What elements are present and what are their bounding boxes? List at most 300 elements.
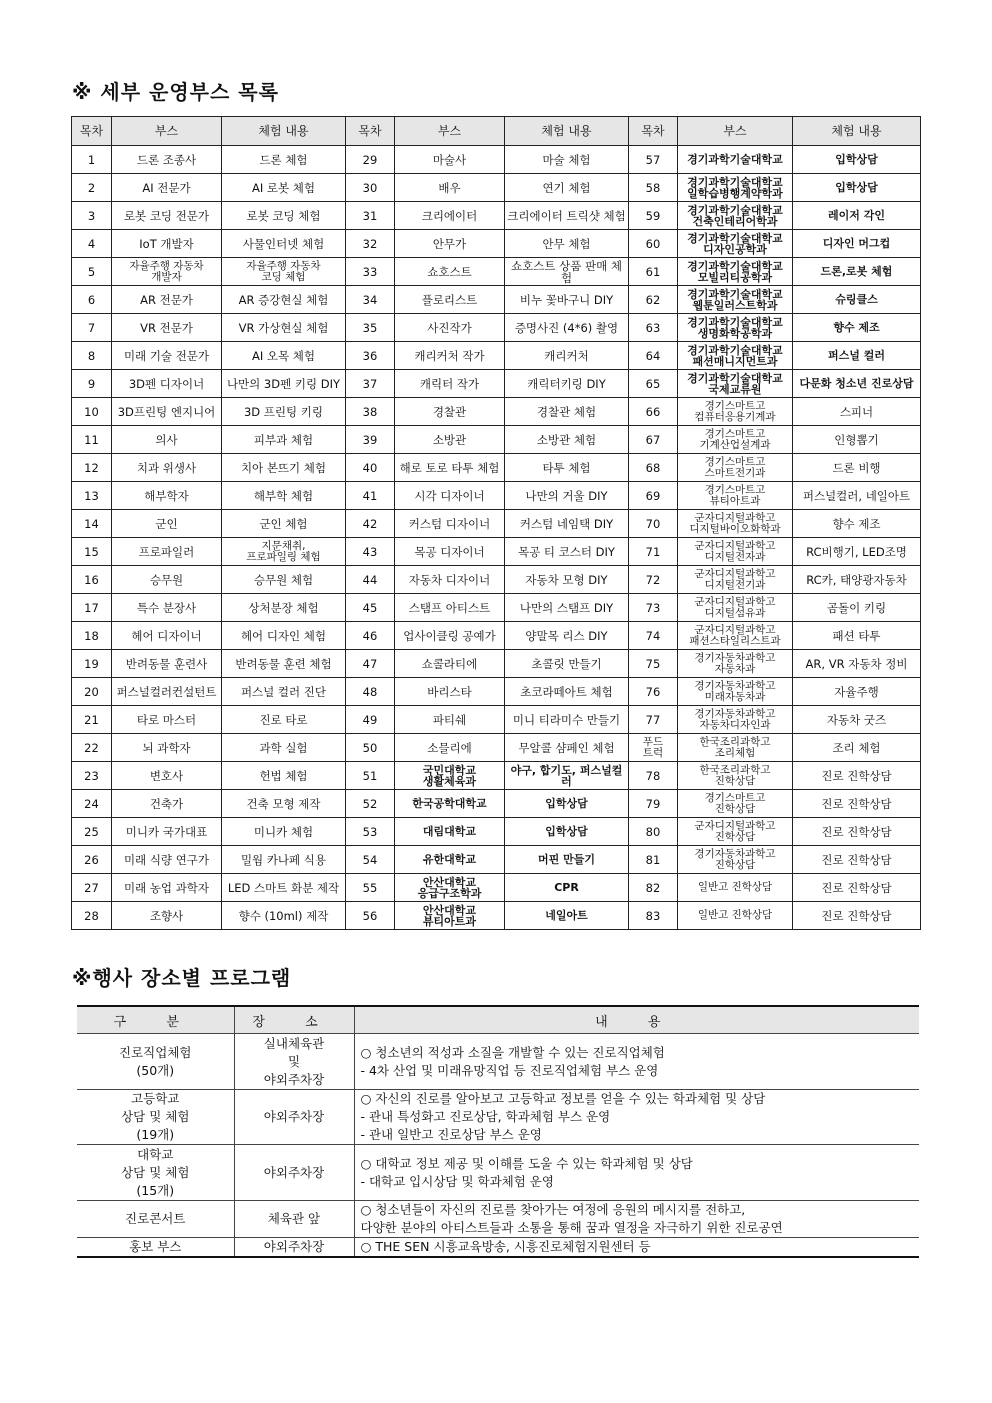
booth-cell: AI 로봇 체험	[222, 174, 346, 202]
booth-cell: 70	[629, 510, 678, 538]
booth-cell: 41	[346, 482, 395, 510]
booth-cell: 경기과학기술대학교 국제교류원	[678, 370, 793, 398]
booth-row	[72, 678, 921, 706]
booth-cell: 50	[346, 734, 395, 762]
booth-cell: 52	[346, 790, 395, 818]
booth-row	[72, 482, 921, 510]
booth-cell: 62	[629, 286, 678, 314]
booth-cell: 58	[629, 174, 678, 202]
booth-column-header: 부스	[678, 117, 793, 146]
booth-cell: 디자인 머그컵	[793, 230, 921, 258]
booth-cell: 머핀 만들기	[505, 846, 629, 874]
booth-cell: 군자디지털과학고 패션스타일리스트과	[678, 622, 793, 650]
booth-cell: 입학상담	[793, 174, 921, 202]
booth-cell: 목공 티 코스터 DIY	[505, 538, 629, 566]
booth-cell: 캐릭터 작가	[395, 370, 505, 398]
booth-cell: 군자디지털과학고 디지털섬유과	[678, 594, 793, 622]
booth-cell: 경기스마트고 기계산업설계과	[678, 426, 793, 454]
booth-cell: 로봇 코딩 체험	[222, 202, 346, 230]
booth-cell: 14	[72, 510, 112, 538]
booth-cell: 안무가	[395, 230, 505, 258]
booth-cell: 11	[72, 426, 112, 454]
booth-cell: 진로 진학상담	[793, 818, 921, 846]
booth-cell: 초코라떼아트 체험	[505, 678, 629, 706]
booth-cell: 39	[346, 426, 395, 454]
booth-row	[72, 650, 921, 678]
booth-row	[72, 258, 921, 286]
booth-cell: 크리에이터 트릭샷 체험	[505, 202, 629, 230]
booth-cell: 쇼콜라티에	[395, 650, 505, 678]
booth-cell: 5	[72, 258, 112, 286]
booth-column-header: 부스	[112, 117, 222, 146]
booth-cell: AR 증강현실 체험	[222, 286, 346, 314]
booth-cell: 미래 식량 연구가	[112, 846, 222, 874]
booth-cell: 3	[72, 202, 112, 230]
program-column-header: 내 용	[354, 1006, 919, 1034]
program-content: ○ 청소년들이 자신의 진로를 찾아가는 여정에 응원의 메시지를 전하고, 다양한 분야의 아티스트들과 소통을 통해 꿈과 열정을 자극하기 위한 진로공연	[354, 1201, 919, 1238]
program-row	[77, 1201, 919, 1238]
booth-cell: 34	[346, 286, 395, 314]
booth-cell: 경기과학기술대학교 웹툰일러스트학과	[678, 286, 793, 314]
booth-cell: 13	[72, 482, 112, 510]
booth-cell: RC카, 태양광자동차	[793, 566, 921, 594]
booth-row	[72, 426, 921, 454]
booth-row	[72, 454, 921, 482]
booth-cell: 비누 꽃바구니 DIY	[505, 286, 629, 314]
booth-cell: 플로리스트	[395, 286, 505, 314]
booth-cell: 83	[629, 902, 678, 930]
booth-cell: 소방관 체험	[505, 426, 629, 454]
booth-cell: 61	[629, 258, 678, 286]
booth-cell: 80	[629, 818, 678, 846]
program-row	[77, 1090, 919, 1145]
booth-row	[72, 342, 921, 370]
program-place: 야외주차장	[234, 1145, 354, 1201]
booth-cell: 진로 타로	[222, 706, 346, 734]
booth-cell: 증명사진 (4*6) 촬영	[505, 314, 629, 342]
booth-cell: 군자디지털과학고 진학상담	[678, 818, 793, 846]
booth-row	[72, 622, 921, 650]
booth-header-row	[72, 117, 921, 146]
booth-cell: 건축가	[112, 790, 222, 818]
booth-cell: 마술사	[395, 146, 505, 174]
program-row	[77, 1145, 919, 1201]
booth-cell: 9	[72, 370, 112, 398]
booth-cell: 퍼스널컬러, 네일아트	[793, 482, 921, 510]
booth-cell: 19	[72, 650, 112, 678]
booth-cell: 37	[346, 370, 395, 398]
booth-cell: 스피너	[793, 398, 921, 426]
booth-cell: 40	[346, 454, 395, 482]
program-category: 고등학교 상담 및 체험 (19개)	[77, 1090, 234, 1145]
booth-cell: 15	[72, 538, 112, 566]
booth-cell: 크리에이터	[395, 202, 505, 230]
booth-cell: 36	[346, 342, 395, 370]
booth-cell: 경기과학기술대학교	[678, 146, 793, 174]
booth-row	[72, 174, 921, 202]
booth-cell: AR 전문가	[112, 286, 222, 314]
booth-cell: AI 전문가	[112, 174, 222, 202]
booth-cell: 해부학자	[112, 482, 222, 510]
booth-cell: 3D 프린팅 키링	[222, 398, 346, 426]
booth-cell: 57	[629, 146, 678, 174]
booth-cell: 자동차 굿즈	[793, 706, 921, 734]
booth-cell: 상처분장 체험	[222, 594, 346, 622]
booth-cell: 사물인터넷 체험	[222, 230, 346, 258]
booth-cell: 진로 진학상담	[793, 874, 921, 902]
booth-cell: 안산대학교 응급구조학과	[395, 874, 505, 902]
program-content: ○ 대학교 정보 제공 및 이해를 도울 수 있는 학과체험 및 상담 - 대학교 입시상담 및 학과체험 운영	[354, 1145, 919, 1201]
booth-cell: 향수 (10ml) 제작	[222, 902, 346, 930]
booth-cell: 국민대학교 생활체육과	[395, 762, 505, 790]
booth-cell: 캐릭터키링 DIY	[505, 370, 629, 398]
booth-cell: 퍼스널 컬러	[793, 342, 921, 370]
booth-cell: 인형뽑기	[793, 426, 921, 454]
booth-cell: 업사이클링 공예가	[395, 622, 505, 650]
booth-cell: 네일아트	[505, 902, 629, 930]
booth-cell: 반려동물 훈련 체험	[222, 650, 346, 678]
booth-cell: 자율주행 자동차 개발자	[112, 258, 222, 286]
booth-cell: 한국조리과학고 진학상담	[678, 762, 793, 790]
booth-cell: 43	[346, 538, 395, 566]
booth-cell: 79	[629, 790, 678, 818]
booth-cell: 향수 제조	[793, 314, 921, 342]
booth-cell: 쇼호스트 상품 판매 체험	[505, 258, 629, 286]
booth-cell: VR 전문가	[112, 314, 222, 342]
booth-cell: 67	[629, 426, 678, 454]
booth-cell: 한국공학대학교	[395, 790, 505, 818]
booth-column-header: 목차	[72, 117, 112, 146]
booth-cell: 조향사	[112, 902, 222, 930]
booth-cell: 승무원	[112, 566, 222, 594]
booth-cell: 사진작가	[395, 314, 505, 342]
booth-cell: 배우	[395, 174, 505, 202]
booth-cell: 의사	[112, 426, 222, 454]
booth-cell: 경기스마트고 뷰티아트과	[678, 482, 793, 510]
booth-cell: 푸드 트럭	[629, 734, 678, 762]
booth-row	[72, 314, 921, 342]
booth-row	[72, 762, 921, 790]
booth-cell: 헤어 디자이너	[112, 622, 222, 650]
booth-row	[72, 202, 921, 230]
booth-cell: 드론,로봇 체험	[793, 258, 921, 286]
booth-cell: 군자디지털과학고 디지털바이오화학과	[678, 510, 793, 538]
booth-cell: 47	[346, 650, 395, 678]
booth-cell: 진로 진학상담	[793, 902, 921, 930]
booth-cell: 77	[629, 706, 678, 734]
booth-cell: 시각 디자이너	[395, 482, 505, 510]
booth-cell: 35	[346, 314, 395, 342]
booth-cell: 미니카 체험	[222, 818, 346, 846]
booth-cell: IoT 개발자	[112, 230, 222, 258]
booth-cell: 42	[346, 510, 395, 538]
booth-cell: 군자디지털과학고 디지털전자과	[678, 538, 793, 566]
booth-cell: 33	[346, 258, 395, 286]
booth-cell: 63	[629, 314, 678, 342]
booth-cell: AI 오목 체험	[222, 342, 346, 370]
booth-cell: 파티쉐	[395, 706, 505, 734]
booth-cell: 마술 체험	[505, 146, 629, 174]
booth-cell: 66	[629, 398, 678, 426]
booth-cell: VR 가상현실 체험	[222, 314, 346, 342]
booth-cell: 26	[72, 846, 112, 874]
program-row	[77, 1034, 919, 1090]
booth-cell: 초콜릿 만들기	[505, 650, 629, 678]
booth-cell: 헤어 디자인 체험	[222, 622, 346, 650]
booth-cell: 21	[72, 706, 112, 734]
booth-cell: 경기과학기술대학교 모빌리티공학과	[678, 258, 793, 286]
booth-cell: 자율주행 자동차 코딩 체험	[222, 258, 346, 286]
booth-row	[72, 734, 921, 762]
booth-cell: 22	[72, 734, 112, 762]
booth-cell: 24	[72, 790, 112, 818]
booth-cell: 68	[629, 454, 678, 482]
booth-cell: 다문화 청소년 진로상담	[793, 370, 921, 398]
booth-cell: 18	[72, 622, 112, 650]
booth-cell: 44	[346, 566, 395, 594]
booth-cell: 경찰관 체험	[505, 398, 629, 426]
booth-cell: 65	[629, 370, 678, 398]
booth-cell: 17	[72, 594, 112, 622]
booth-cell: 60	[629, 230, 678, 258]
booth-row	[72, 538, 921, 566]
booth-cell: 곰돌이 키링	[793, 594, 921, 622]
booth-cell: 78	[629, 762, 678, 790]
booth-cell: 76	[629, 678, 678, 706]
booth-cell: 59	[629, 202, 678, 230]
booth-cell: 건축 모형 제작	[222, 790, 346, 818]
booth-cell: 로봇 코딩 전문가	[112, 202, 222, 230]
booth-row	[72, 510, 921, 538]
program-place: 체육관 앞	[234, 1201, 354, 1238]
section1-title: ※ 세부 운영부스 목록	[72, 80, 279, 104]
booth-cell: 자율주행	[793, 678, 921, 706]
booth-cell: 캐리커처 작가	[395, 342, 505, 370]
booth-cell: 드론 체험	[222, 146, 346, 174]
booth-column-header: 부스	[395, 117, 505, 146]
booth-cell: 해로 토로 타투 체험	[395, 454, 505, 482]
booth-row	[72, 594, 921, 622]
booth-cell: 16	[72, 566, 112, 594]
booth-cell: 군인	[112, 510, 222, 538]
booth-cell: RC비행기, LED조명	[793, 538, 921, 566]
booth-cell: 25	[72, 818, 112, 846]
program-category: 진로직업체험 (50개)	[77, 1034, 234, 1090]
program-column-header: 구 분	[77, 1006, 234, 1034]
booth-cell: 56	[346, 902, 395, 930]
booth-cell: 양말목 리스 DIY	[505, 622, 629, 650]
booth-cell: 6	[72, 286, 112, 314]
booth-cell: 소방관	[395, 426, 505, 454]
booth-cell: 8	[72, 342, 112, 370]
booth-cell: 입학상담	[793, 146, 921, 174]
booth-cell: 유한대학교	[395, 846, 505, 874]
booth-cell: 피부과 체험	[222, 426, 346, 454]
booth-cell: 경기자동차과학고 자동차과	[678, 650, 793, 678]
booth-cell: 치과 위생사	[112, 454, 222, 482]
booth-cell: 입학상담	[505, 818, 629, 846]
booth-cell: 연기 체험	[505, 174, 629, 202]
booth-cell: 커스텀 디자이너	[395, 510, 505, 538]
booth-cell: 4	[72, 230, 112, 258]
booth-cell: 72	[629, 566, 678, 594]
booth-cell: 55	[346, 874, 395, 902]
booth-cell: 쇼호스트	[395, 258, 505, 286]
booth-cell: 46	[346, 622, 395, 650]
booth-cell: 무알콜 샴페인 체험	[505, 734, 629, 762]
booth-cell: 일반고 진학상담	[678, 874, 793, 902]
booth-cell: 안무 체험	[505, 230, 629, 258]
booth-cell: 퍼스널컬러컨설턴트	[112, 678, 222, 706]
booth-cell: 73	[629, 594, 678, 622]
program-table	[77, 1005, 919, 1258]
booth-cell: 드론 조종사	[112, 146, 222, 174]
booth-cell: 바리스타	[395, 678, 505, 706]
booth-cell: 슈링클스	[793, 286, 921, 314]
booth-cell: 경기과학기술대학교 일학습병행계약학과	[678, 174, 793, 202]
booth-cell: 향수 제조	[793, 510, 921, 538]
booth-cell: 레이저 각인	[793, 202, 921, 230]
booth-cell: 23	[72, 762, 112, 790]
booth-column-header: 체험 내용	[222, 117, 346, 146]
booth-row	[72, 230, 921, 258]
booth-cell: 군인 체험	[222, 510, 346, 538]
booth-cell: 경기스마트고 스마트전기과	[678, 454, 793, 482]
program-place: 야외주차장	[234, 1090, 354, 1145]
program-header-row	[77, 1006, 919, 1034]
booth-cell: 12	[72, 454, 112, 482]
booth-cell: 32	[346, 230, 395, 258]
program-row	[77, 1238, 919, 1258]
booth-cell: 경기스마트고 컴퓨터응용기계과	[678, 398, 793, 426]
booth-table	[71, 116, 921, 930]
program-place: 야외주차장	[234, 1238, 354, 1258]
booth-cell: 3D프린팅 엔지니어	[112, 398, 222, 426]
booth-cell: 20	[72, 678, 112, 706]
booth-column-header: 목차	[629, 117, 678, 146]
booth-cell: 45	[346, 594, 395, 622]
booth-column-header: 체험 내용	[505, 117, 629, 146]
booth-cell: 미니 티라미수 만들기	[505, 706, 629, 734]
booth-column-header: 목차	[346, 117, 395, 146]
booth-cell: 입학상담	[505, 790, 629, 818]
program-place: 실내체육관 및 야외주차장	[234, 1034, 354, 1090]
booth-row	[72, 902, 921, 930]
booth-row	[72, 706, 921, 734]
booth-cell: 나만의 3D펜 키링 DIY	[222, 370, 346, 398]
booth-cell: 지문채취, 프로파일링 체험	[222, 538, 346, 566]
booth-cell: 74	[629, 622, 678, 650]
booth-row	[72, 790, 921, 818]
program-category: 대학교 상담 및 체험 (15개)	[77, 1145, 234, 1201]
booth-cell: 안산대학교 뷰티아트과	[395, 902, 505, 930]
booth-cell: 53	[346, 818, 395, 846]
booth-cell: 3D펜 디자이너	[112, 370, 222, 398]
booth-cell: 29	[346, 146, 395, 174]
booth-row	[72, 398, 921, 426]
booth-cell: 경기자동차과학고 진학상담	[678, 846, 793, 874]
booth-cell: 51	[346, 762, 395, 790]
booth-cell: 과학 실험	[222, 734, 346, 762]
booth-cell: 10	[72, 398, 112, 426]
booth-column-header: 체험 내용	[793, 117, 921, 146]
booth-cell: 82	[629, 874, 678, 902]
booth-row	[72, 370, 921, 398]
booth-cell: 28	[72, 902, 112, 930]
booth-cell: 30	[346, 174, 395, 202]
booth-cell: 71	[629, 538, 678, 566]
booth-cell: LED 스마트 화분 제작	[222, 874, 346, 902]
booth-cell: 미래 기술 전문가	[112, 342, 222, 370]
booth-cell: 타로 마스터	[112, 706, 222, 734]
booth-cell: 48	[346, 678, 395, 706]
booth-row	[72, 818, 921, 846]
booth-cell: 나만의 거울 DIY	[505, 482, 629, 510]
booth-cell: 81	[629, 846, 678, 874]
booth-cell: 나만의 스탬프 DIY	[505, 594, 629, 622]
booth-cell: 2	[72, 174, 112, 202]
booth-cell: 목공 디자이너	[395, 538, 505, 566]
booth-cell: 69	[629, 482, 678, 510]
program-content: ○ 청소년의 적성과 소질을 개발할 수 있는 진로직업체험 - 4차 산업 및 미래유망직업 등 진로직업체험 부스 운영	[354, 1034, 919, 1090]
booth-cell: 경기자동차과학고 자동차디자인과	[678, 706, 793, 734]
booth-cell: 진로 진학상담	[793, 790, 921, 818]
booth-cell: 64	[629, 342, 678, 370]
booth-cell: 1	[72, 146, 112, 174]
booth-cell: 뇌 과학자	[112, 734, 222, 762]
program-column-header: 장 소	[234, 1006, 354, 1034]
booth-cell: 타투 체험	[505, 454, 629, 482]
program-category: 진로콘서트	[77, 1201, 234, 1238]
booth-cell: 자동차 디자이너	[395, 566, 505, 594]
booth-cell: 해부학 체험	[222, 482, 346, 510]
section2-title: ※행사 장소별 프로그램	[72, 966, 292, 990]
booth-cell: 밀웜 카나페 식용	[222, 846, 346, 874]
booth-cell: 경기과학기술대학교 건축인테리어학과	[678, 202, 793, 230]
booth-cell: 프로파일러	[112, 538, 222, 566]
program-content: ○ 자신의 진로를 알아보고 고등학교 정보를 얻을 수 있는 학과체험 및 상담 - 관내 특성화고 진로상담, 학과체험 부스 운영 - 관내 일반고 진로상담 부스 운영	[354, 1090, 919, 1145]
booth-cell: 38	[346, 398, 395, 426]
booth-cell: 헌법 체험	[222, 762, 346, 790]
booth-cell: 패션 타투	[793, 622, 921, 650]
booth-cell: 진로 진학상담	[793, 762, 921, 790]
booth-cell: 퍼스널 컬러 진단	[222, 678, 346, 706]
booth-cell: 승무원 체험	[222, 566, 346, 594]
booth-cell: 커스텀 네임택 DIY	[505, 510, 629, 538]
program-content: ○ THE SEN 시흥교육방송, 시흥진로체험지원센터 등	[354, 1238, 919, 1258]
booth-cell: 치아 본뜨기 체험	[222, 454, 346, 482]
booth-cell: 미래 농업 과학자	[112, 874, 222, 902]
booth-cell: 변호사	[112, 762, 222, 790]
booth-cell: 경기자동차과학고 미래자동차과	[678, 678, 793, 706]
booth-row	[72, 846, 921, 874]
booth-cell: 경기과학기술대학교 디자인공학과	[678, 230, 793, 258]
booth-row	[72, 146, 921, 174]
booth-row	[72, 874, 921, 902]
booth-cell: 드론 비행	[793, 454, 921, 482]
booth-cell: 야구, 합기도, 퍼스널컬러	[505, 762, 629, 790]
booth-row	[72, 286, 921, 314]
booth-cell: 54	[346, 846, 395, 874]
booth-cell: 경기과학기술대학교 패션매니지먼트과	[678, 342, 793, 370]
booth-cell: 캐리커처	[505, 342, 629, 370]
booth-cell: 31	[346, 202, 395, 230]
booth-cell: 진로 진학상담	[793, 846, 921, 874]
booth-cell: 한국조리과학고 조리체험	[678, 734, 793, 762]
booth-cell: 49	[346, 706, 395, 734]
booth-cell: 경찰관	[395, 398, 505, 426]
booth-cell: 미니카 국가대표	[112, 818, 222, 846]
